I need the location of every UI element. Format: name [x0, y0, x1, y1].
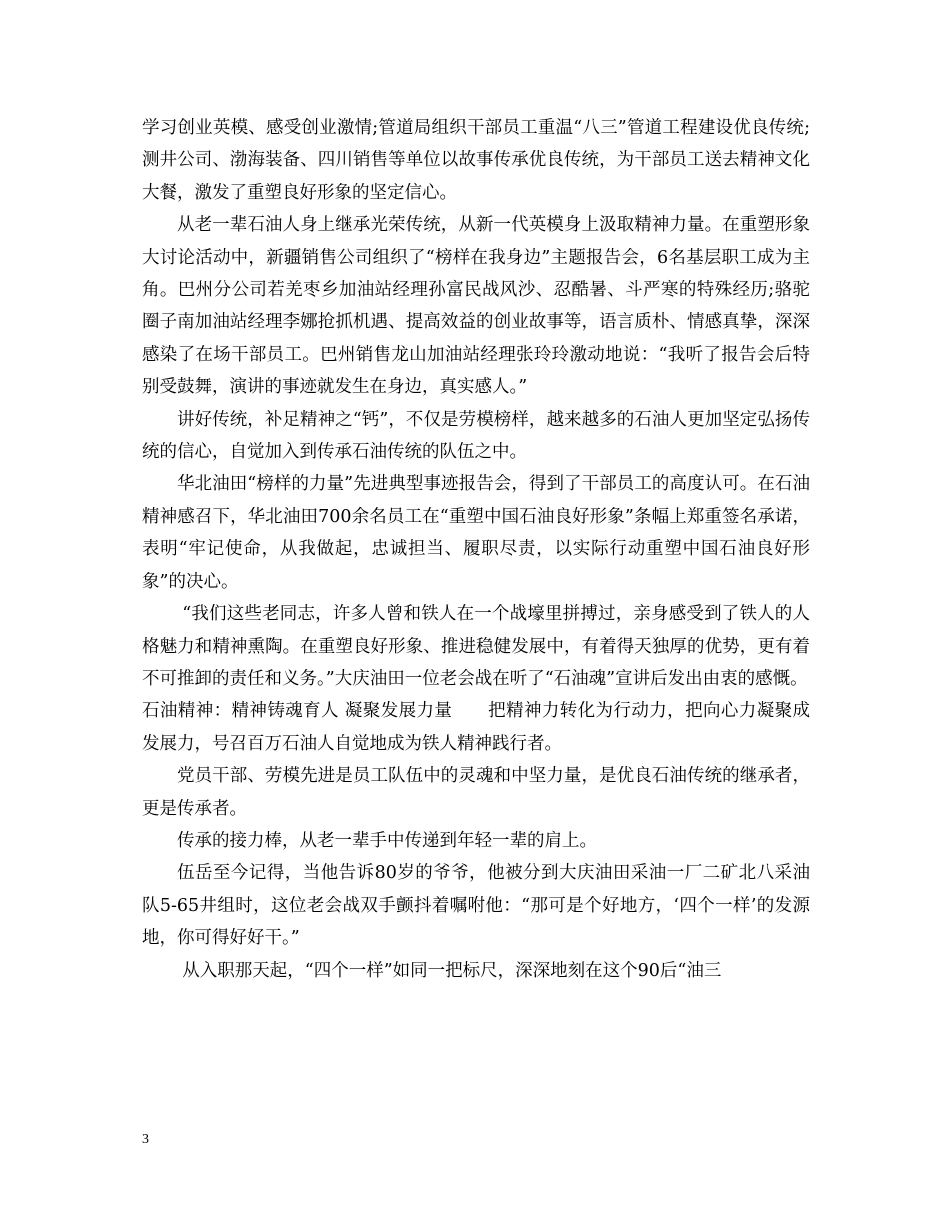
paragraph-4: 华北油田“榜样的力量”先进典型事迹报告会，得到了干部员工的高度认可。在石油精神感召下，华北油田700余名员工在“重塑中国石油良好形象”条幅上郑重签名承诺，表明“牢记使命，从我做起，忠诚担当、履职尽责，以实际行动重塑中国石油良好形象”的决心。	[142, 474, 810, 592]
page-number: 3	[142, 1132, 149, 1147]
document-body	[142, 112, 810, 987]
paragraph-5: “我们这些老同志，许多人曾和铁人在一个战壕里拼搏过，亲身感受到了铁人的人格魅力和精神熏陶。在重塑良好形象、推进稳健发展中，有着得天独厚的优势，更有着不可推卸的责任和义务。”大庆油田一位老会战在听了“石油魂”宣讲后发出由衷的感慨。	[142, 604, 810, 689]
paragraph-2: 从老一辈石油人身上继承光荣传统，从新一代英模身上汲取精神力量。在重塑形象大讨论活动中，新疆销售公司组织了“榜样在我身边”主题报告会，6名基层职工成为主角。巴州分公司若羌枣乡加油站经理孙富民战风沙、忍酷暑、斗严寒的特殊经历;骆驼圈子南加油站经理李娜抢抓机遇、提高效益的创业故事等，语言质朴、情感真挚，深深感染了在场干部员工。巴州销售龙山加油站经理张玲玲激动地说：“我听了报告会后特别受鼓舞，演讲的事迹就发生在身边，真实感人。”	[142, 215, 810, 398]
paragraph-1: 学习创业英模、感受创业激情;管道局组织干部员工重温“八三”管道工程建设优良传统;测井公司、渤海装备、四川销售等单位以故事传承优良传统，为干部员工送去精神文化大餐，激发了重塑良好形象的坚定信心。	[142, 118, 810, 203]
paragraph-7: 党员干部、劳模先进是员工队伍中的灵魂和中坚力量，是优良石油传统的继承者，更是传承者。	[142, 766, 810, 819]
paragraph-3: 讲好传统，补足精神之“钙”，不仅是劳模榜样，越来越多的石油人更加坚定弘扬传统的信心，自觉加入到传承石油传统的队伍之中。	[142, 409, 810, 463]
paragraph-6: 石油精神：精神铸魂育人 凝聚发展力量 把精神力转化为行动力，把向心力凝聚成发展力，号召百万石油人自觉地成为铁人精神践行者。	[142, 701, 810, 754]
paragraph-10: 从入职那天起，“四个一样”如同一把标尺，深深地刻在这个90后“油三	[182, 960, 722, 981]
paragraph-8: 传承的接力棒，从老一辈手中传递到年轻一辈的肩上。	[177, 830, 597, 851]
paragraph-9: 伍岳至今记得，当他告诉80岁的爷爷，他被分到大庆油田采油一厂二矿北八采油队5-65井组时，这位老会战双手颤抖着嘱咐他：“那可是个好地方，‘四个一样’的发源地，你可得好好干。”	[142, 863, 810, 949]
